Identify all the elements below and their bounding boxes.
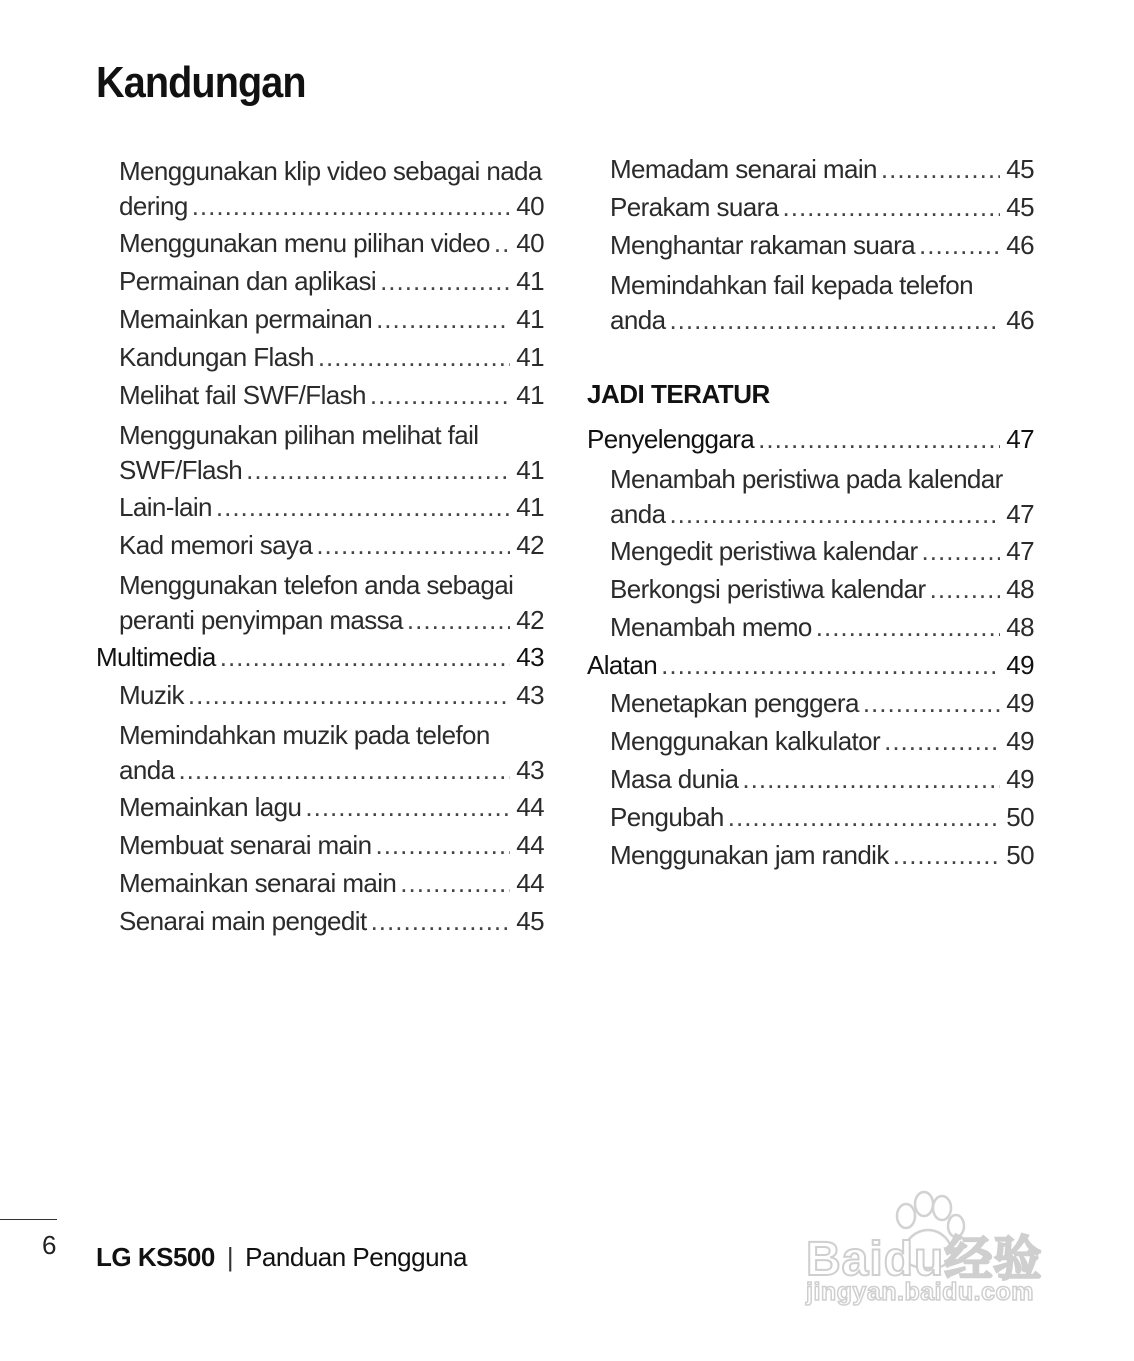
toc-page-number: 47 [1006, 536, 1034, 566]
toc-entry-text: Menetapkan penggera [610, 688, 859, 718]
dot-leader [380, 262, 510, 300]
toc-entry-line [587, 268, 1034, 302]
toc-entry [96, 488, 544, 526]
toc-entry [96, 262, 544, 300]
toc-entry-text-continued: SWF/Flash [119, 455, 243, 485]
toc-entry-text: Alatan [587, 650, 658, 680]
dot-leader [192, 188, 511, 224]
toc-entry [96, 376, 544, 414]
toc-page-number: 47 [1006, 424, 1034, 454]
toc-entry-text: Menggunakan kalkulator [610, 726, 881, 756]
toc-entry [96, 864, 544, 902]
toc-entry-text: Memainkan lagu [119, 792, 302, 822]
toc-page-number: 43 [516, 755, 544, 785]
toc-entry-text: Pengubah [610, 802, 724, 832]
toc-entry-text: Kandungan Flash [119, 342, 314, 372]
dot-leader [407, 602, 510, 638]
dot-leader [893, 836, 1001, 874]
dot-leader [178, 752, 510, 788]
dot-leader [370, 376, 510, 414]
footer-guide: Panduan Pengguna [245, 1242, 467, 1272]
toc-entry-text: Masa dunia [610, 764, 739, 794]
toc-entry-line [96, 602, 544, 638]
toc-entry-text: Menggunakan telefon anda sebagai [119, 570, 514, 600]
toc-entry [96, 676, 544, 714]
toc-entry [587, 188, 1034, 226]
toc-page-number: 44 [516, 868, 544, 898]
toc-entry-text: Memindahkan fail kepada telefon [610, 270, 973, 300]
toc-page-number: 40 [516, 228, 544, 258]
dot-leader [669, 496, 1000, 532]
watermark-url: jingyan.baidu.com [806, 1278, 1034, 1306]
dot-leader [376, 300, 510, 338]
footer-title [96, 1242, 467, 1273]
toc-entry-text: Senarai main pengedit [119, 906, 367, 936]
dot-leader [922, 532, 1001, 570]
section-heading: JADI TERATUR [587, 379, 770, 409]
toc-page-number: 45 [516, 906, 544, 936]
toc-page-number: 50 [1006, 802, 1034, 832]
toc-page-number: 47 [1006, 499, 1034, 529]
toc-entry [587, 608, 1034, 646]
toc-entry-line [96, 452, 544, 488]
toc-entry [587, 798, 1034, 836]
toc-page-number: 48 [1006, 574, 1034, 604]
dot-leader [400, 864, 510, 902]
toc-page-number: 42 [516, 605, 544, 635]
dot-leader [930, 570, 1001, 608]
toc-entry-line [96, 568, 544, 602]
toc-entry-text: Memadam senarai main [610, 154, 877, 184]
toc-entry [587, 570, 1034, 608]
toc-entry [96, 224, 544, 262]
page-title: Kandungan [96, 58, 306, 107]
toc-left-column [96, 150, 544, 940]
toc-entry-text: Kad memori saya [119, 530, 313, 560]
toc-entry-text: Membuat senarai main [119, 830, 372, 860]
toc-right-entries [587, 150, 1034, 338]
toc-entry-text: Menambah peristiwa pada kalendar [610, 464, 1003, 494]
toc-entry [96, 902, 544, 940]
footer-rule [0, 1219, 57, 1220]
toc-entry-text: Menghantar rakaman suara [610, 230, 916, 260]
toc-entry [587, 836, 1034, 874]
toc-entry-text: Berkongsi peristiwa kalendar [610, 574, 926, 604]
toc-page-number: 46 [1006, 305, 1034, 335]
toc-entry [587, 150, 1034, 188]
toc-entry-line [96, 752, 544, 788]
toc-page-number: 41 [516, 266, 544, 296]
toc-entry-text: Memainkan permainan [119, 304, 373, 334]
toc-page-number: 49 [1006, 764, 1034, 794]
toc-entry [587, 760, 1034, 798]
toc-entry [587, 532, 1034, 570]
toc-entry-text-continued: anda [610, 305, 666, 335]
toc-page-number: 50 [1006, 840, 1034, 870]
footer-model: LG KS500 [96, 1242, 215, 1272]
toc-entry [96, 526, 544, 564]
dot-leader [216, 488, 510, 526]
dot-leader [816, 608, 1001, 646]
dot-leader [758, 420, 1000, 458]
toc-entry [96, 338, 544, 376]
dot-leader [494, 224, 510, 262]
toc-right-column [587, 150, 1034, 874]
toc-entry-line [96, 154, 544, 188]
toc-page-number: 43 [516, 680, 544, 710]
toc-entry-text: Memainkan senarai main [119, 868, 397, 898]
toc-entry [96, 788, 544, 826]
toc-chapter [587, 646, 1034, 684]
toc-page-number: 41 [516, 492, 544, 522]
toc-entry-text: Memindahkan muzik pada telefon [119, 720, 490, 750]
toc-page-number: 45 [1006, 192, 1034, 222]
toc-entry-line [587, 496, 1034, 532]
toc-entry-text-continued: peranti penyimpan massa [119, 605, 403, 635]
dot-leader [371, 902, 511, 940]
toc-entry-text: Mengedit peristiwa kalendar [610, 536, 918, 566]
toc-page-number: 45 [1006, 154, 1034, 184]
toc-entry [96, 300, 544, 338]
toc-entry-text: Lain-lain [119, 492, 212, 522]
toc-entry-text: Muzik [119, 680, 184, 710]
toc-entry-text: Menggunakan klip video sebagai nada [119, 156, 542, 186]
toc-entry-text-continued: anda [119, 755, 175, 785]
toc-entry [587, 722, 1034, 760]
toc-chapter [587, 420, 1034, 458]
dot-leader [669, 302, 1000, 338]
toc-entry [587, 226, 1034, 264]
toc-page-number: 44 [516, 792, 544, 822]
dot-leader [220, 638, 511, 676]
toc-entry-text: Permainan dan aplikasi [119, 266, 377, 296]
toc-entry-line [587, 462, 1034, 496]
toc-page-number: 49 [1006, 726, 1034, 756]
toc-page-number: 41 [516, 304, 544, 334]
dot-leader [188, 676, 510, 714]
dot-leader [246, 452, 510, 488]
toc-page-number: 49 [1006, 688, 1034, 718]
footer-separator: | [226, 1242, 234, 1272]
toc-entry-text: Perakam suara [610, 192, 779, 222]
toc-entry-text-continued: dering [119, 191, 188, 221]
toc-entry-text-continued: anda [610, 499, 666, 529]
toc-entry [587, 684, 1034, 722]
dot-leader [305, 788, 510, 826]
dot-leader [881, 150, 1000, 188]
toc-entry-line [96, 418, 544, 452]
section-entries [587, 420, 1034, 874]
toc-entry-text: Multimedia [96, 642, 216, 672]
dot-leader [318, 338, 510, 376]
watermark-logo-text: Baidu经验 [806, 1233, 1043, 1286]
toc-entry-text: Penyelenggara [587, 424, 755, 454]
toc-entry-line [587, 302, 1034, 338]
toc-chapter [96, 638, 544, 676]
toc-page-number: 44 [516, 830, 544, 860]
dot-leader [884, 722, 1000, 760]
toc-entry-text: Menambah memo [610, 612, 812, 642]
toc-entry-text: Menggunakan pilihan melihat fail [119, 420, 479, 450]
dot-leader [783, 188, 1001, 226]
toc-page-number: 43 [516, 642, 544, 672]
toc-entry-text: Menggunakan jam randik [610, 840, 889, 870]
dot-leader [728, 798, 1001, 836]
toc-page-number: 49 [1006, 650, 1034, 680]
toc-entry-line [96, 718, 544, 752]
dot-leader [316, 526, 510, 564]
toc-page-number: 41 [516, 342, 544, 372]
toc-page-number: 41 [516, 380, 544, 410]
dot-leader [919, 226, 1000, 264]
toc-entry-line [96, 188, 544, 224]
dot-leader [742, 760, 1000, 798]
toc-page-number: 41 [516, 455, 544, 485]
baidu-watermark [800, 1190, 1070, 1320]
toc-page-number: 48 [1006, 612, 1034, 642]
toc-entry-text: Melihat fail SWF/Flash [119, 380, 366, 410]
toc-entry [96, 826, 544, 864]
dot-leader [863, 684, 1000, 722]
toc-entry-text: Menggunakan menu pilihan video [119, 228, 490, 258]
footer-page-number: 6 [42, 1230, 57, 1260]
toc-page-number: 46 [1006, 230, 1034, 260]
toc-page-number: 40 [516, 191, 544, 221]
toc-page-number: 42 [516, 530, 544, 560]
dot-leader [375, 826, 510, 864]
dot-leader [661, 646, 1000, 684]
